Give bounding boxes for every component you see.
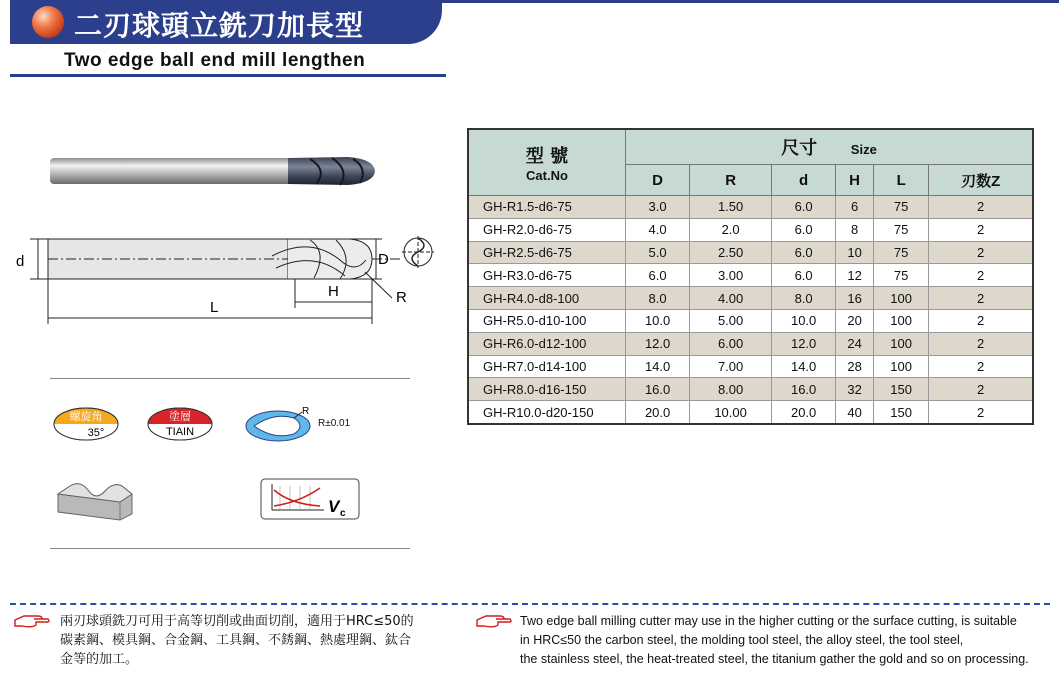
page-title-en: Two edge ball end mill lengthen (64, 50, 366, 71)
cat-no-cell: GH-R3.0-d6-75 (468, 264, 626, 287)
value-cell: 2 (929, 264, 1033, 287)
pointing-hand-icon (14, 612, 50, 630)
cat-no-cell: GH-R10.0-d20-150 (468, 401, 626, 424)
vc-subscript: c (340, 508, 346, 519)
coating-badge (146, 406, 214, 442)
value-cell: 3.0 (626, 196, 690, 219)
note-en-line2: in HRC≤50 the carbon steel, the molding tool steel, the alloy steel, the tool steel, (520, 633, 964, 647)
value-cell: 100 (873, 332, 928, 355)
value-cell: 16 (836, 287, 874, 310)
table-row (468, 264, 1033, 287)
value-cell: 100 (873, 309, 928, 332)
divider-top (50, 378, 410, 379)
cat-header-en: Cat.No (526, 168, 568, 183)
value-cell: 4.0 (626, 218, 690, 241)
cat-no-cell: GH-R8.0-d16-150 (468, 378, 626, 401)
note-cn-line1: 兩刃球頭銑刀可用于高等切削或曲面切削，適用于HRC≤50的 (60, 614, 414, 629)
dim-H-label: H (328, 283, 339, 300)
table-row (468, 401, 1033, 424)
table-header-row (468, 129, 1033, 165)
value-cell: 12.0 (772, 332, 836, 355)
value-cell: 12 (836, 264, 874, 287)
dim-R-label: R (396, 289, 407, 306)
divider-bottom (50, 548, 410, 549)
table-row (468, 378, 1033, 401)
page-title-cn: 二刃球頭立銑刀加長型 (74, 9, 365, 42)
dim-L-label: L (210, 299, 219, 316)
cat-no-cell: GH-R4.0-d8-100 (468, 287, 626, 310)
note-en-line1: Two edge ball milling cutter may use in the higher cutting or the surface cutting, is suitable (520, 614, 1017, 628)
value-cell: 2 (929, 309, 1033, 332)
value-cell: 6.0 (772, 241, 836, 264)
value-cell: 2 (929, 241, 1033, 264)
value-cell: 10 (836, 241, 874, 264)
value-cell: 150 (873, 401, 928, 424)
value-cell: 14.0 (626, 355, 690, 378)
value-cell: 2 (929, 401, 1033, 424)
value-cell: 3.00 (690, 264, 772, 287)
helix-angle-badge (52, 406, 120, 442)
notes-divider (10, 603, 1050, 605)
cat-header-cn: 型 號 (525, 146, 569, 167)
table-row (468, 355, 1033, 378)
value-cell: 8.00 (690, 378, 772, 401)
value-cell: 20.0 (626, 401, 690, 424)
red-ball-icon (32, 6, 64, 38)
table-row (468, 287, 1033, 310)
value-cell: 75 (873, 218, 928, 241)
value-cell: 10.0 (626, 309, 690, 332)
cat-no-cell: GH-R1.5-d6-75 (468, 196, 626, 219)
value-cell: 2 (929, 218, 1033, 241)
value-cell: 6.00 (690, 332, 772, 355)
value-cell: 100 (873, 287, 928, 310)
cat-no-cell: GH-R2.5-d6-75 (468, 241, 626, 264)
value-cell: 75 (873, 241, 928, 264)
top-rule (440, 0, 1059, 3)
value-cell: 16.0 (772, 378, 836, 401)
coating-label: 塗層 (169, 410, 191, 423)
column-header: d (772, 165, 836, 196)
table-row (468, 218, 1033, 241)
value-cell: 2 (929, 196, 1033, 219)
dim-d-label: d (16, 253, 25, 270)
value-cell: 10.00 (690, 401, 772, 424)
value-cell: 2 (929, 287, 1033, 310)
column-header: D (626, 165, 690, 196)
helix-value: 35° (87, 427, 105, 439)
value-cell: 8.0 (772, 287, 836, 310)
table-row (468, 196, 1033, 219)
value-cell: 6.0 (772, 264, 836, 287)
spec-table-body (468, 196, 1033, 424)
column-header: R (690, 165, 772, 196)
title-underline (10, 74, 446, 77)
value-cell: 8 (836, 218, 874, 241)
column-header: 刃数Z (929, 165, 1033, 196)
value-cell: 20.0 (772, 401, 836, 424)
value-cell: 2 (929, 378, 1033, 401)
size-header-en: Size (850, 142, 877, 157)
note-cn (60, 612, 414, 669)
value-cell: 2.0 (690, 218, 772, 241)
cutting-speed-chart-icon (260, 478, 360, 520)
value-cell: 5.0 (626, 241, 690, 264)
value-cell: 12.0 (626, 332, 690, 355)
table-row (468, 332, 1033, 355)
cat-header (468, 129, 626, 196)
value-cell: 40 (836, 401, 874, 424)
value-cell: 32 (836, 378, 874, 401)
value-cell: 7.00 (690, 355, 772, 378)
pointing-hand-icon (476, 612, 512, 630)
size-header-cn: 尺寸 (781, 138, 818, 159)
value-cell: 6.0 (772, 218, 836, 241)
value-cell: 4.00 (690, 287, 772, 310)
table-row (468, 241, 1033, 264)
value-cell: 14.0 (772, 355, 836, 378)
value-cell: 6.0 (626, 264, 690, 287)
size-header (626, 129, 1034, 165)
note-en-line3: the stainless steel, the heat-treated steel, the titanium gather the gold and so on processing. (520, 652, 1029, 666)
cat-no-cell: GH-R6.0-d12-100 (468, 332, 626, 355)
cat-no-cell: GH-R2.0-d6-75 (468, 218, 626, 241)
value-cell: 6.0 (772, 196, 836, 219)
note-cn-line3: 金等的加工。 (60, 652, 139, 667)
value-cell: 28 (836, 355, 874, 378)
value-cell: 2 (929, 332, 1033, 355)
value-cell: 5.00 (690, 309, 772, 332)
spec-table (467, 128, 1034, 425)
value-cell: 1.50 (690, 196, 772, 219)
note-en (520, 612, 1055, 669)
value-cell: 16.0 (626, 378, 690, 401)
value-cell: 2 (929, 355, 1033, 378)
value-cell: 150 (873, 378, 928, 401)
technical-drawing (10, 140, 450, 340)
vc-label: V (328, 497, 340, 516)
cat-no-cell: GH-R5.0-d10-100 (468, 309, 626, 332)
value-cell: 100 (873, 355, 928, 378)
helix-label: 螺旋角 (69, 410, 103, 423)
dim-D-label: D (378, 251, 389, 268)
note-cn-line2: 碳素鋼、模具鋼、合金鋼、工具鋼、不銹鋼、熱處理鋼、鈦合 (60, 633, 412, 648)
title-banner (10, 0, 442, 44)
table-row (468, 309, 1033, 332)
value-cell: 75 (873, 264, 928, 287)
value-cell: 75 (873, 196, 928, 219)
column-header: L (873, 165, 928, 196)
radius-tolerance: R±0.01 (318, 418, 351, 429)
column-header: H (836, 165, 874, 196)
workpiece-shape-icon (56, 476, 134, 522)
value-cell: 24 (836, 332, 874, 355)
value-cell: 6 (836, 196, 874, 219)
value-cell: 20 (836, 309, 874, 332)
ball-radius-icon (244, 404, 316, 444)
cat-no-cell: GH-R7.0-d14-100 (468, 355, 626, 378)
radius-mark: R (302, 406, 310, 417)
value-cell: 10.0 (772, 309, 836, 332)
value-cell: 8.0 (626, 287, 690, 310)
coating-value: TIAIN (165, 426, 195, 438)
value-cell: 2.50 (690, 241, 772, 264)
